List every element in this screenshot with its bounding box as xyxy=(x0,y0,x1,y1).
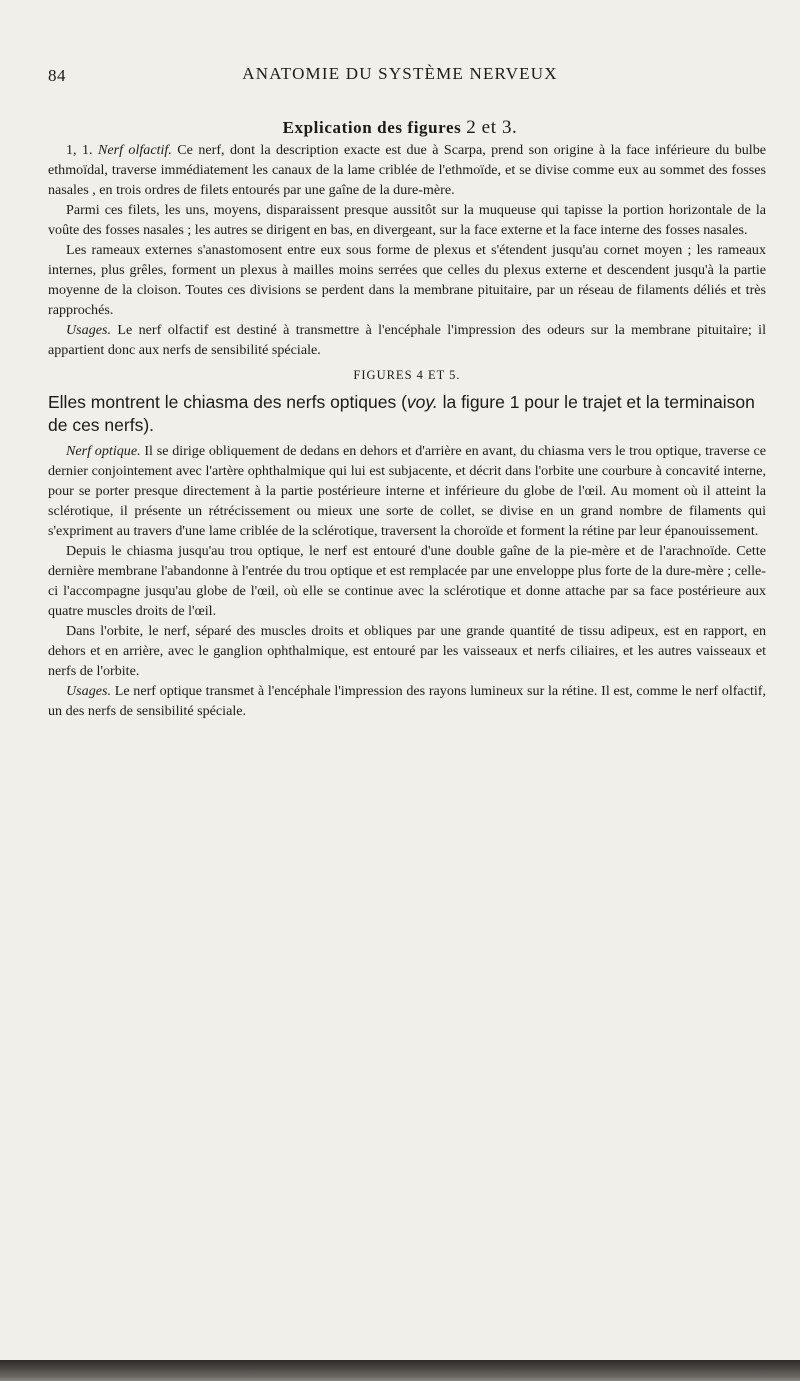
intro-text-after: la figure 1 pour le trajet et la terminaison de ces nerfs). xyxy=(48,392,755,435)
paragraph-nerf-optique xyxy=(48,441,766,541)
paragraph-usages-olfactif xyxy=(48,320,766,360)
scan-edge-band xyxy=(0,1360,800,1381)
paragraph-usages-optique xyxy=(48,681,766,721)
figures-heading: FIGURES 4 ET 5. xyxy=(353,368,461,382)
page-number: 84 xyxy=(48,66,66,85)
intro-text-before: Elles montrent le chiasma des nerfs optiques ( xyxy=(48,392,407,412)
section-title xyxy=(0,117,800,139)
paragraph-text: Le nerf olfactif est destiné à transmettre à l'encéphale l'impression des odeurs sur la membrane pituitaire; il appartient donc aux nerfs de sensibilité spéciale. xyxy=(48,322,766,358)
paragraph-text: Le nerf optique transmet à l'encéphale l'impression des rayons lumineux sur la rétine. Il est, comme le nerf olfactif, un des nerfs de sensibilité spéciale. xyxy=(48,683,766,719)
term-usages: Usages. xyxy=(66,683,112,699)
paragraph-filets: Parmi ces filets, les uns, moyens, disparaissent presque aussitôt sur la muqueuse qui tapisse la portion horizontale de la voûte des fosses nasales ; les autres se dirigent en bas, en divergeant, sur la face externe et la face interne des fosses nasales. xyxy=(48,202,766,238)
term-nerf-olfactif: Nerf olfactif. xyxy=(97,142,172,158)
intro-voy: voy. xyxy=(406,392,438,412)
section-title-figures: 2 et 3. xyxy=(466,117,518,138)
paragraph-rameaux: Les rameaux externes s'anastomosent entre eux sous forme de plexus et s'étendent jusqu'au cornet moyen ; les rameaux internes, plus grêles, forment un plexus à mailles moins serrées que celles du plexus externe et descendent jusqu'à la partie moyenne de la cloison. Toutes ces divisions se perdent dans la membrane pituitaire, par un réseau de filaments déliés et très rapprochés. xyxy=(48,242,766,318)
paragraph-text: Ce nerf, dont la description exacte est due à Scarpa, prend son origine à la face inférieure du bulbe ethmoïdal, traverse immédiatement les canaux de la lame criblée de l'ethmoïde, et se divise comme eux au sommet des fosses nasales , en trois ordres de filets entourés par une gaîne de la dure-mère. xyxy=(48,142,767,198)
paragraph-text: Il se dirige obliquement de dedans en dehors et d'arrière en avant, du chiasma vers le trou optique, traverse ce dernier conjointement avec l'artère ophthalmique qui lui est subjacente, et décrit dans l'orbite une courbure à concavité interne, pour se porter presque directement à la partie postérieure interne et inférieure du globe de l'œil. Au moment où il atteint la sclérotique, il présente un rétrécissement ou mieux une sorte de collet, se divise en un grand nombre de filaments qui s'expriment au travers d'une lame criblée de la sclérotique, traversent la choroïde et forment la rétine par leur épanouissement. xyxy=(48,443,766,539)
figures-intro xyxy=(48,391,766,437)
item-number: 1, 1. xyxy=(66,142,98,158)
paragraph-nerf-olfactif xyxy=(48,140,766,200)
body-text xyxy=(48,140,766,721)
term-nerf-optique: Nerf optique. xyxy=(66,443,141,459)
paragraph-gaine: Depuis le chiasma jusqu'au trou optique, le nerf est entouré d'une double gaîne de la pie-mère et de l'arachnoïde. Cette dernière membrane l'abandonne à l'entrée du trou optique et est remplacée par une enveloppe plus forte de la dure-mère ; celle-ci l'accompagne jusqu'au globe de l'œil, où elle se continue avec la sclérotique et donne attache par sa face postérieure aux quatre muscles droits de l'œil. xyxy=(48,543,766,619)
term-usages: Usages. xyxy=(66,322,112,338)
paragraph-orbite: Dans l'orbite, le nerf, séparé des muscles droits et obliques par une grande quantité de tissu adipeux, est en rapport, en dehors et en arrière, avec le ganglion ophthalmique, est entouré par les vaisseaux et nerfs ciliaires, et les autres vaisseaux et nerfs de l'orbite. xyxy=(48,623,766,679)
section-title-text: Explication des figures xyxy=(282,118,462,137)
running-head: ANATOMIE DU SYSTÈME NERVEUX xyxy=(242,64,558,83)
